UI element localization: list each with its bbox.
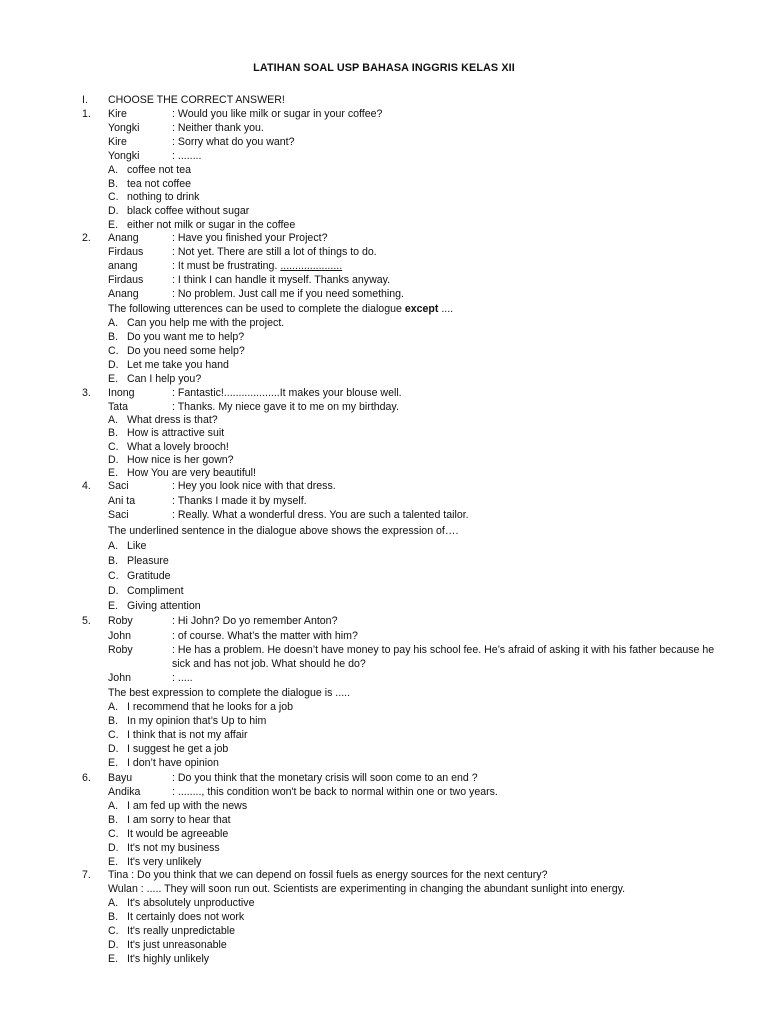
- prompt-before: The following utterences can be used to complete the dialogue: [108, 303, 405, 315]
- question-number: 2.: [82, 232, 91, 244]
- dialogue-speaker: Andika: [108, 786, 141, 798]
- dialogue-utterance: : ........: [172, 150, 202, 162]
- option-text: Can I help you?: [127, 373, 202, 385]
- dialogue-speaker: Roby: [108, 644, 133, 656]
- option-letter: E.: [108, 467, 119, 479]
- question-prompt: [108, 303, 453, 316]
- dialogue-utterance: : Hey you look nice with that dress.: [172, 480, 336, 492]
- dialogue-speaker: Ani ta: [108, 495, 136, 507]
- dialogue-speaker: anang: [108, 260, 138, 272]
- option-letter: B.: [108, 814, 119, 826]
- option-letter: D.: [108, 585, 119, 597]
- dialogue-utterance: : Do you think that the monetary crisis will soon come to an end ?: [172, 772, 478, 784]
- option-letter: A.: [108, 701, 119, 713]
- option-letter: A.: [108, 317, 119, 329]
- dialogue-speaker: Yongki: [108, 150, 140, 162]
- dialogue-speaker: Firdaus: [108, 246, 144, 258]
- option-text: It would be agreeable: [127, 828, 229, 840]
- option-letter: B.: [108, 178, 119, 190]
- dialogue-continuation: sick and has not job. What should he do?: [172, 658, 366, 670]
- option-letter: B.: [108, 555, 119, 567]
- dialogue-utterance: : No problem. Just call me if you need something.: [172, 288, 404, 300]
- option-letter: B.: [108, 427, 119, 439]
- dialogue-utterance: : He has a problem. He doesn’t have money to pay his school fee. He’s afraid of asking it with his father because he: [172, 644, 715, 656]
- option-text: I am sorry to hear that: [127, 814, 231, 826]
- question-number: 5.: [82, 615, 91, 627]
- option-letter: C.: [108, 191, 119, 203]
- dialogue-utterance: : Sorry what do you want?: [172, 136, 295, 148]
- prompt-after: ....: [438, 303, 454, 315]
- dialogue-utterance: : .....: [172, 672, 193, 684]
- dialogue-utterance: : Fantastic!...................It makes your blouse well.: [172, 387, 402, 399]
- option-text: Do you want me to help?: [127, 331, 245, 343]
- option-letter: C.: [108, 441, 119, 453]
- option-text: What dress is that?: [127, 414, 218, 426]
- option-text: Can you help me with the project.: [127, 317, 285, 329]
- option-letter: B.: [108, 911, 119, 923]
- option-text: Pleasure: [127, 555, 169, 567]
- option-letter: E.: [108, 219, 119, 231]
- dialogue-speaker: Tata: [108, 401, 129, 413]
- dialogue-utterance: : Thanks. My niece gave it to me on my birthday.: [172, 401, 399, 413]
- option-text: Do you need some help?: [127, 345, 245, 357]
- option-text: Gratitude: [127, 570, 171, 582]
- option-text: It's very unlikely: [127, 856, 202, 868]
- option-letter: B.: [108, 715, 119, 727]
- dialogue-utterance: : Neither thank you.: [172, 122, 264, 134]
- option-letter: C.: [108, 729, 119, 741]
- dialogue-speaker: Kire: [108, 108, 127, 120]
- option-text: Giving attention: [127, 600, 201, 612]
- dialogue-utterance: : of course. What’s the matter with him?: [172, 630, 358, 642]
- prompt-bold: except: [404, 303, 439, 315]
- dialogue-speaker: Bayu: [108, 772, 133, 784]
- option-text: either not milk or sugar in the coffee: [127, 219, 296, 231]
- option-letter: A.: [108, 540, 119, 552]
- dialogue-speaker: Saci: [108, 509, 129, 521]
- dialogue-utterance: : Not yet. There are still a lot of things to do.: [172, 246, 377, 258]
- option-text: In my opinion that’s Up to him: [127, 715, 267, 727]
- option-letter: C.: [108, 925, 119, 937]
- section-number: I.: [82, 94, 88, 106]
- dialogue-utterance: : I think I can handle it myself. Thanks anyway.: [172, 274, 391, 286]
- dialogue-utterance: : It must be frustrating. .....................: [172, 260, 343, 272]
- option-text: black coffee without sugar: [127, 205, 250, 217]
- question-number: 6.: [82, 772, 91, 784]
- dialogue-speaker: Inong: [108, 387, 135, 399]
- option-letter: D.: [108, 842, 119, 854]
- option-text: It's not my business: [127, 842, 220, 854]
- option-text: I suggest he get a job: [127, 743, 229, 755]
- dialogue-speaker: Roby: [108, 615, 133, 627]
- dialogue-speaker: Firdaus: [108, 274, 144, 286]
- option-text: coffee not tea: [127, 164, 192, 176]
- dialogue-speaker: John: [108, 630, 131, 642]
- question-prompt: [108, 525, 458, 538]
- question-number: 1.: [82, 108, 91, 120]
- option-letter: C.: [108, 345, 119, 357]
- option-text: I recommend that he looks for a job: [127, 701, 294, 713]
- option-text: nothing to drink: [127, 191, 200, 203]
- option-text: Compliment: [127, 585, 184, 597]
- option-text: How is attractive suit: [127, 427, 225, 439]
- option-letter: C.: [108, 828, 119, 840]
- option-text: Like: [127, 540, 147, 552]
- document-title: LATIHAN SOAL USP BAHASA INGGRIS KELAS XII: [253, 62, 515, 74]
- dialogue-speaker: Yongki: [108, 122, 140, 134]
- dialogue-line: Wulan : ..... They will soon run out. Scientists are experimenting in changing the abundant sunlight into energy.: [108, 883, 626, 895]
- option-letter: A.: [108, 897, 119, 909]
- option-text: I don’t have opinion: [127, 757, 219, 769]
- option-text: It's absolutely unproductive: [127, 897, 255, 909]
- dialogue-utterance: : Really. What a wonderful dress. You are such a talented tailor.: [172, 509, 469, 521]
- option-letter: E.: [108, 856, 119, 868]
- option-letter: A.: [108, 800, 119, 812]
- option-text: I am fed up with the news: [127, 800, 248, 812]
- option-text: tea not coffee: [127, 178, 192, 190]
- option-text: It's highly unlikely: [127, 953, 210, 965]
- option-letter: E.: [108, 757, 119, 769]
- question-number: 3.: [82, 387, 91, 399]
- dialogue-speaker: Anang: [108, 288, 139, 300]
- prompt-before: The best expression to complete the dialogue is .....: [108, 687, 351, 699]
- option-letter: A.: [108, 164, 119, 176]
- answer-blank: .....................: [280, 260, 343, 272]
- option-letter: E.: [108, 600, 119, 612]
- option-text: It certainly does not work: [127, 911, 245, 923]
- dialogue-utterance: : Would you like milk or sugar in your coffee?: [172, 108, 383, 120]
- option-text: Let me take you hand: [127, 359, 229, 371]
- option-letter: C.: [108, 570, 119, 582]
- dialogue-utterance: : ........, this condition won't be back to normal within one or two years.: [172, 786, 498, 798]
- dialogue-speaker: Anang: [108, 232, 139, 244]
- question-prompt: [108, 687, 350, 700]
- dialogue-utterance: : Have you finished your Project?: [172, 232, 328, 244]
- option-text: It's really unpredictable: [127, 925, 236, 937]
- dialogue-line: Tina : Do you think that we can depend on fossil fuels as energy sources for the next century?: [108, 869, 548, 881]
- option-letter: D.: [108, 939, 119, 951]
- option-letter: E.: [108, 953, 119, 965]
- option-text: How You are very beautiful!: [127, 467, 256, 479]
- option-letter: A.: [108, 414, 119, 426]
- option-letter: D.: [108, 359, 119, 371]
- option-text: How nice is her gown?: [127, 454, 234, 466]
- option-letter: D.: [108, 743, 119, 755]
- dialogue-utterance: : Hi John? Do yo remember Anton?: [172, 615, 338, 627]
- prompt-before: The underlined sentence in the dialogue above shows the expression of….: [108, 525, 459, 537]
- option-letter: D.: [108, 454, 119, 466]
- option-letter: E.: [108, 373, 119, 385]
- question-number: 4.: [82, 480, 91, 492]
- dialogue-speaker: Kire: [108, 136, 127, 148]
- dialogue-speaker: Saci: [108, 480, 129, 492]
- section-instruction: CHOOSE THE CORRECT ANSWER!: [108, 94, 285, 106]
- option-text: What a lovely brooch!: [127, 441, 229, 453]
- dialogue-utterance: : Thanks I made it by myself.: [172, 495, 307, 507]
- question-number: 7.: [82, 869, 91, 881]
- option-letter: D.: [108, 205, 119, 217]
- option-letter: B.: [108, 331, 119, 343]
- option-text: I think that is not my affair: [127, 729, 248, 741]
- option-text: It's just unreasonable: [127, 939, 227, 951]
- dialogue-speaker: John: [108, 672, 131, 684]
